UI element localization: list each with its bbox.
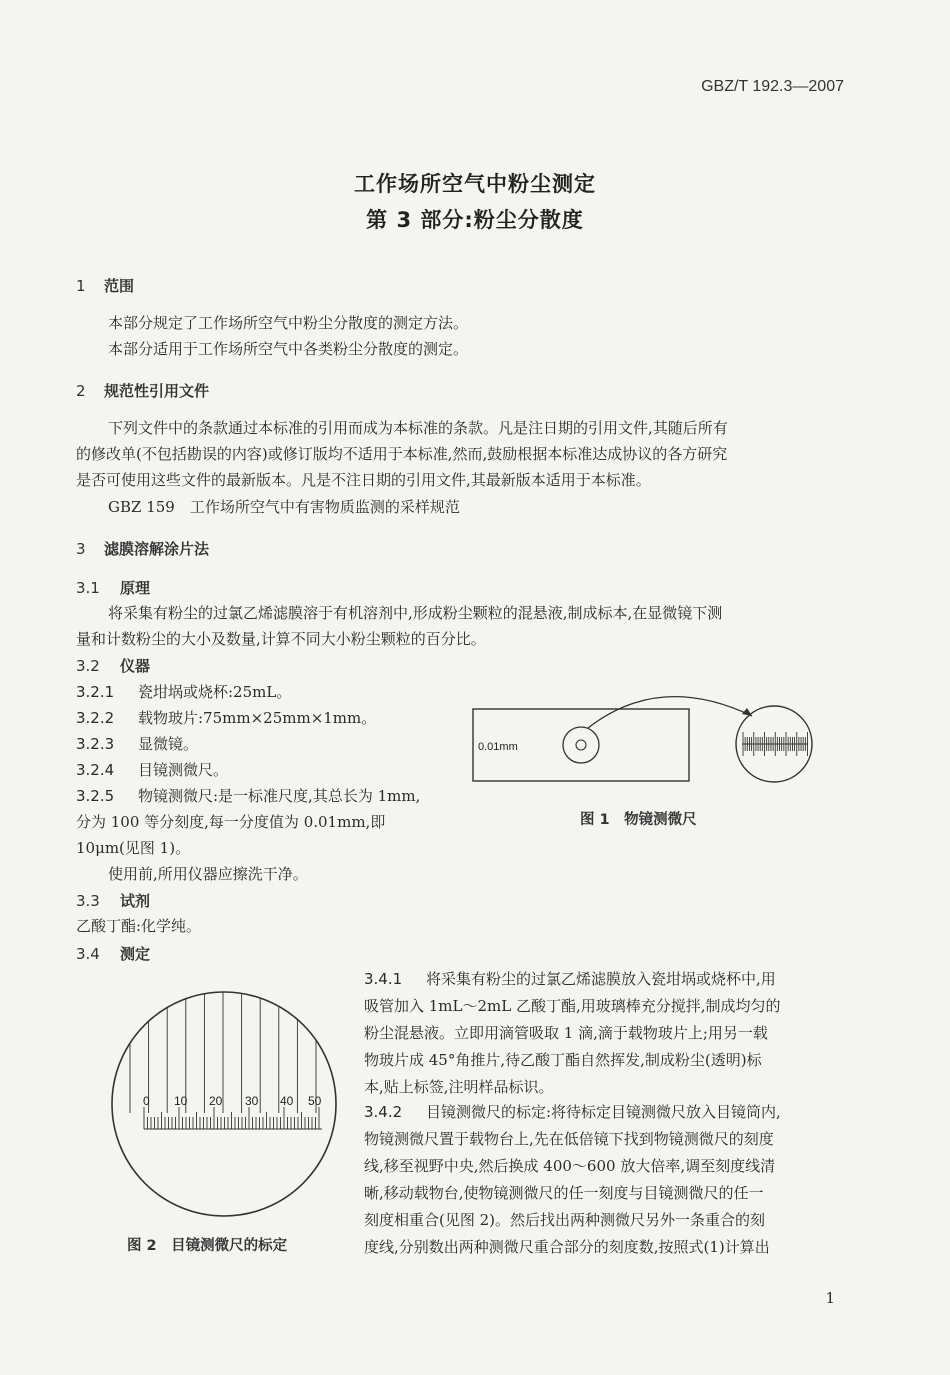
paragraph-line: 分为 100 等分刻度,每一分度值为 0.01mm,即 [76, 813, 386, 831]
section-title: 测定 [120, 945, 151, 963]
paragraph-line: 线,移至视野中央,然后换成 400～600 放大倍率,调至刻度线清 [364, 1157, 776, 1175]
section-number: 3 [76, 540, 86, 558]
paragraph-line: 物镜测微尺置于载物台上,先在低倍镜下找到物镜测微尺的刻度 [364, 1130, 774, 1148]
paragraph: 本部分规定了工作场所空气中粉尘分散度的测定方法。 [108, 314, 469, 332]
list-item: 3.2.2 载物玻片:75mm×25mm×1mm。 [76, 709, 377, 727]
section-number: 3.3 [76, 892, 100, 910]
section-number: 1 [76, 277, 86, 295]
section-title: 滤膜溶解涂片法 [104, 540, 210, 558]
scale-label: 0 [143, 1094, 150, 1108]
section-1-heading [76, 275, 134, 296]
subsection-3-2-heading [76, 655, 150, 676]
subsection-3-1-heading [76, 577, 150, 598]
magnified-scale-ticks [742, 732, 808, 756]
figure-1-caption: 图 1 物镜测微尺 [580, 812, 697, 828]
scale-label: 10 [174, 1094, 188, 1108]
paragraph-line: 将采集有粉尘的过氯乙烯滤膜溶于有机溶剂中,形成粉尘颗粒的混悬液,制成标本,在显微镜下测 [108, 604, 723, 622]
list-item: 3.2.1 瓷坩埚或烧杯:25mL。 [76, 683, 292, 701]
normative-reference: GBZ 159 工作场所空气中有害物质监测的采样规范 [108, 498, 460, 516]
list-item: 3.2.4 目镜测微尺。 [76, 761, 229, 779]
paragraph-line: 吸管加入 1mL～2mL 乙酸丁酯,用玻璃棒充分搅拌,制成均匀的 [364, 997, 781, 1015]
paragraph-line: 使用前,所用仪器应擦洗干净。 [108, 865, 308, 883]
section-3-heading [76, 538, 209, 559]
paragraph-line: 粉尘混悬液。立即用滴管吸取 1 滴,滴于载物玻片上;用另一载 [364, 1024, 768, 1042]
subsection-3-4-heading [76, 943, 150, 964]
reticle-outer-circle [563, 727, 599, 763]
scale-label: 20 [209, 1094, 223, 1108]
figure-2-caption: 图 2 目镜测微尺的标定 [127, 1238, 288, 1254]
section-title: 试剂 [120, 892, 151, 910]
standard-code: GBZ/T 192.3—2007 [701, 78, 844, 95]
eyepiece-scale-ticks [144, 1107, 322, 1129]
list-item: 3.4.2 目镜测微尺的标定:将待标定目镜测微尺放入目镜筒内, [364, 1103, 781, 1121]
list-item: 3.2.3 显微镜。 [76, 735, 199, 753]
paragraph-line: 的修改单(不包括勘误的内容)或修订版均不适用于本标准,然而,鼓励根据本标准达成协议的各方研究 [76, 445, 728, 463]
paragraph-line: 是否可使用这些文件的最新版本。凡是不注日期的引用文件,其最新版本适用于本标准。 [76, 471, 651, 489]
section-number: 3.2 [76, 657, 100, 675]
subsection-3-3-heading [76, 890, 150, 911]
figure-2-eyepiece-calibration [100, 985, 350, 1225]
figure-1-stage-micrometer [470, 680, 830, 790]
section-title: 规范性引用文件 [104, 382, 210, 400]
page-number: 1 [825, 1289, 835, 1307]
scale-label: 40 [280, 1094, 294, 1108]
section-title: 范围 [104, 277, 135, 295]
section-2-heading [76, 380, 209, 401]
magnify-arrow [588, 697, 752, 728]
paragraph: 本部分适用于工作场所空气中各类粉尘分散度的测定。 [108, 340, 469, 358]
slide-label: 0.01mm [478, 741, 518, 753]
scale-label: 30 [245, 1094, 259, 1108]
paragraph-line: 下列文件中的条款通过本标准的引用而成为本标准的条款。凡是注日期的引用文件,其随后所有 [108, 419, 728, 437]
list-item: 3.2.5 物镜测微尺:是一标准尺度,其总长为 1mm, [76, 787, 421, 805]
paragraph: 乙酸丁酯:化学纯。 [76, 917, 202, 935]
section-number: 3.1 [76, 579, 100, 597]
paragraph-line: 刻度相重合(见图 2)。然后找出两种测微尺另外一条重合的刻 [364, 1211, 766, 1229]
paragraph-line: 晰,移动载物台,使物镜测微尺的任一刻度与目镜测微尺的任一 [364, 1184, 764, 1202]
section-title: 仪器 [120, 657, 151, 675]
paragraph-line: 10μm(见图 1)。 [76, 839, 191, 857]
document-subtitle: 第 3 部分:粉尘分散度 [366, 208, 584, 232]
section-number: 3.4 [76, 945, 100, 963]
list-item: 3.4.1 将采集有粉尘的过氯乙烯滤膜放入瓷坩埚或烧杯中,用 [364, 970, 776, 988]
section-number: 2 [76, 382, 86, 400]
paragraph-line: 物玻片成 45°角推片,待乙酸丁酯自然挥发,制成粉尘(透明)标 [364, 1051, 762, 1069]
eyepiece-scale-labels [143, 1094, 322, 1108]
scale-label: 50 [308, 1094, 322, 1108]
document-title: 工作场所空气中粉尘测定 [354, 172, 596, 196]
reticle-inner-circle [576, 740, 586, 750]
paragraph-line: 度线,分别数出两种测微尺重合部分的刻度数,按照式(1)计算出 [364, 1238, 770, 1256]
paragraph-line: 量和计数粉尘的大小及数量,计算不同大小粉尘颗粒的百分比。 [76, 630, 486, 648]
section-title: 原理 [120, 579, 151, 597]
paragraph-line: 本,贴上标签,注明样品标识。 [364, 1078, 554, 1096]
